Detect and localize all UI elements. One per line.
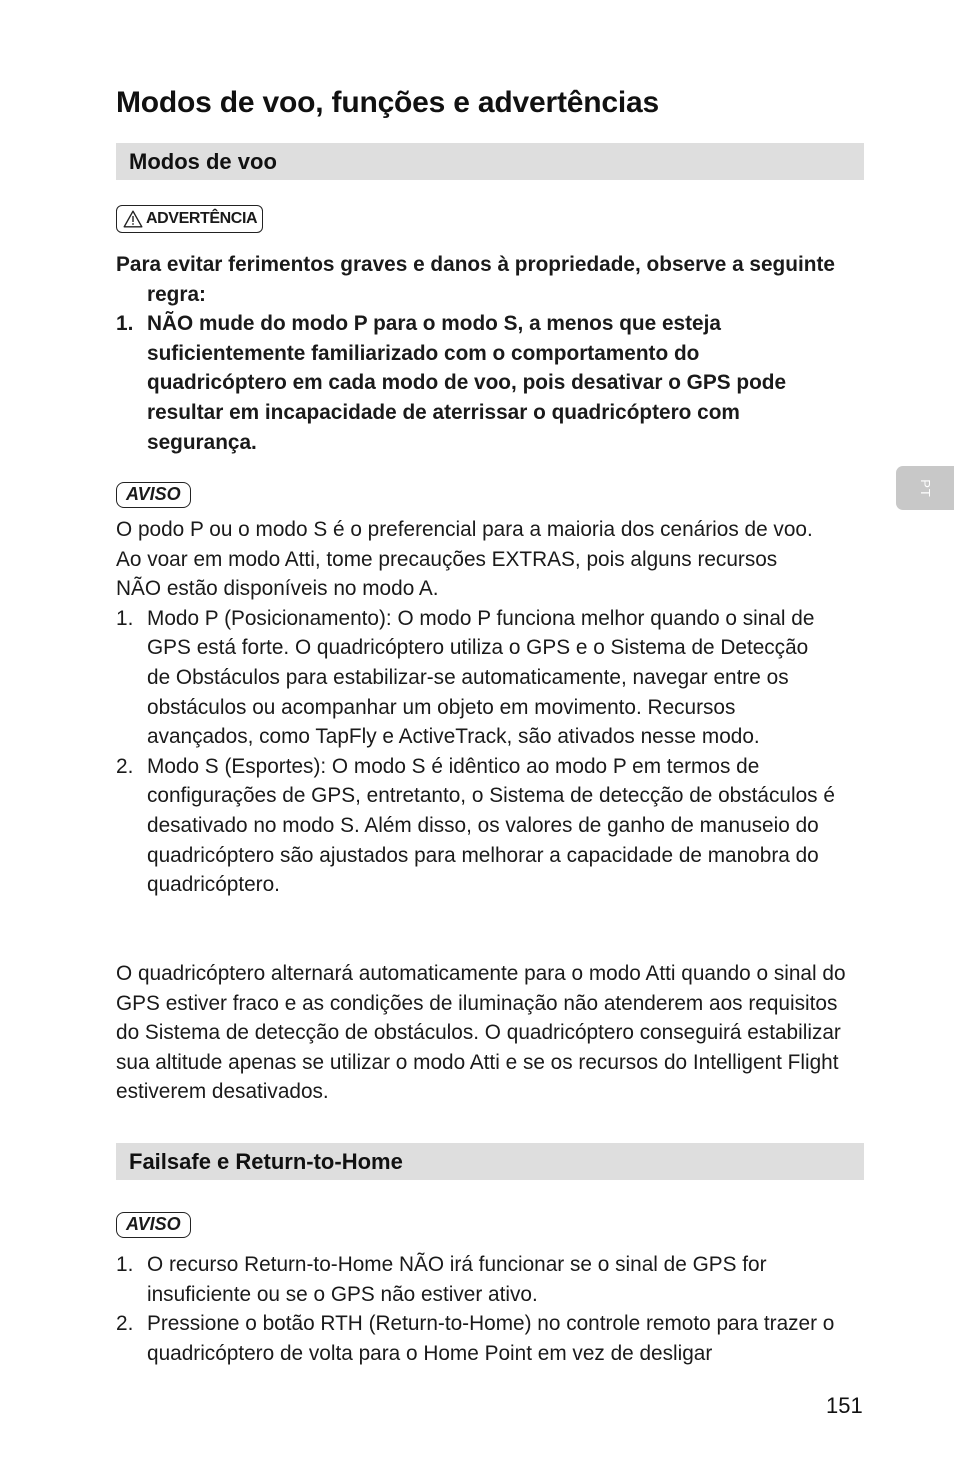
language-side-tab (896, 466, 954, 510)
list-item-number: 1. (116, 312, 134, 336)
list-item (116, 752, 836, 900)
list-item-text: Modo P (Posicionamento): O modo P funciona melhor quando o sinal de GPS está forte. O quadricóptero utiliza o GPS e o Sistema de Detecção de Obstáculos para estabilizar-se automaticamente, navegar entre os obstáculos ou acompanhar um objeto em movimento. Recursos avançados, como TapFly e ActiveTrack, são ativados nesse modo. (147, 606, 815, 749)
warning-intro: Para evitar ferimentos graves e danos à propriedade, observe a seguinte regra: (116, 253, 835, 306)
notice-text-block (116, 515, 866, 900)
notice-intro: O podo P ou o modo S é o preferencial para a maioria dos cenários de voo. Ao voar em modo Atti, tome precauções EXTRAS, pois alguns recursos NÃO estão disponíveis no modo A. (116, 518, 813, 601)
list-item-number: 1. (116, 606, 134, 630)
section-heading-flight-modes: Modos de voo (116, 143, 864, 180)
notice-badge: AVISO (116, 1212, 191, 1238)
list-item (116, 1250, 836, 1309)
list-item-text: Modo S (Esportes): O modo S é idêntico ao modo P em termos de configurações de GPS, entretanto, o Sistema de detecção de obstáculos é desativado no modo S. Além disso, os valores de ganho de manuseio do quadricóptero são ajustados para melhorar a capacidade de manobra do quadricóptero. (147, 754, 835, 897)
flight-modes-list (116, 604, 836, 900)
failsafe-text-block (116, 1250, 836, 1368)
list-item (116, 1309, 836, 1368)
section-heading-failsafe: Failsafe e Return-to-Home (116, 1143, 864, 1180)
page-title: Modos de voo, funções e advertências (116, 86, 659, 119)
warning-label: ADVERTÊNCIA (146, 210, 258, 227)
list-item-number: 1. (116, 1253, 134, 1276)
closing-paragraph-block (116, 959, 866, 1107)
list-item-number: 2. (116, 754, 134, 778)
list-item-text: NÃO mude do modo P para o modo S, a menos que esteja suficientemente familiarizado com o comportamento do quadricóptero em cada modo de voo, pois desativar o GPS pode resultar em incapacidade de aterrissar o quadricóptero com segurança. (147, 312, 787, 454)
failsafe-list (116, 1250, 836, 1368)
notice-badge: AVISO (116, 482, 191, 508)
list-item (116, 309, 836, 457)
closing-paragraph: O quadricóptero alternará automaticamente para o modo Atti quando o sinal do GPS estiver fraco e as condições de iluminação não atenderem aos requisitos do Sistema de detecção de obstáculos. O quadricóptero conseguirá estabilizar sua altitude apenas se utilizar o modo Atti e se os recursos do Intelligent Flight estiverem desativados. (116, 962, 846, 1104)
warning-badge (116, 205, 263, 233)
language-tab-label: PT (917, 478, 933, 498)
list-item-text: O recurso Return-to-Home NÃO irá funcionar se o sinal de GPS for insuficiente ou se o GPS não estiver ativo. (147, 1253, 767, 1306)
warning-triangle-icon (123, 210, 143, 228)
list-item (116, 604, 836, 752)
list-item-text: Pressione o botão RTH (Return-to-Home) no controle remoto para trazer o quadricóptero de volta para o Home Point em vez de desligar (147, 1312, 835, 1365)
page-number: 151 (826, 1393, 863, 1418)
list-item-number: 2. (116, 1312, 134, 1336)
warning-text-block (116, 250, 836, 457)
warning-list (116, 309, 836, 457)
